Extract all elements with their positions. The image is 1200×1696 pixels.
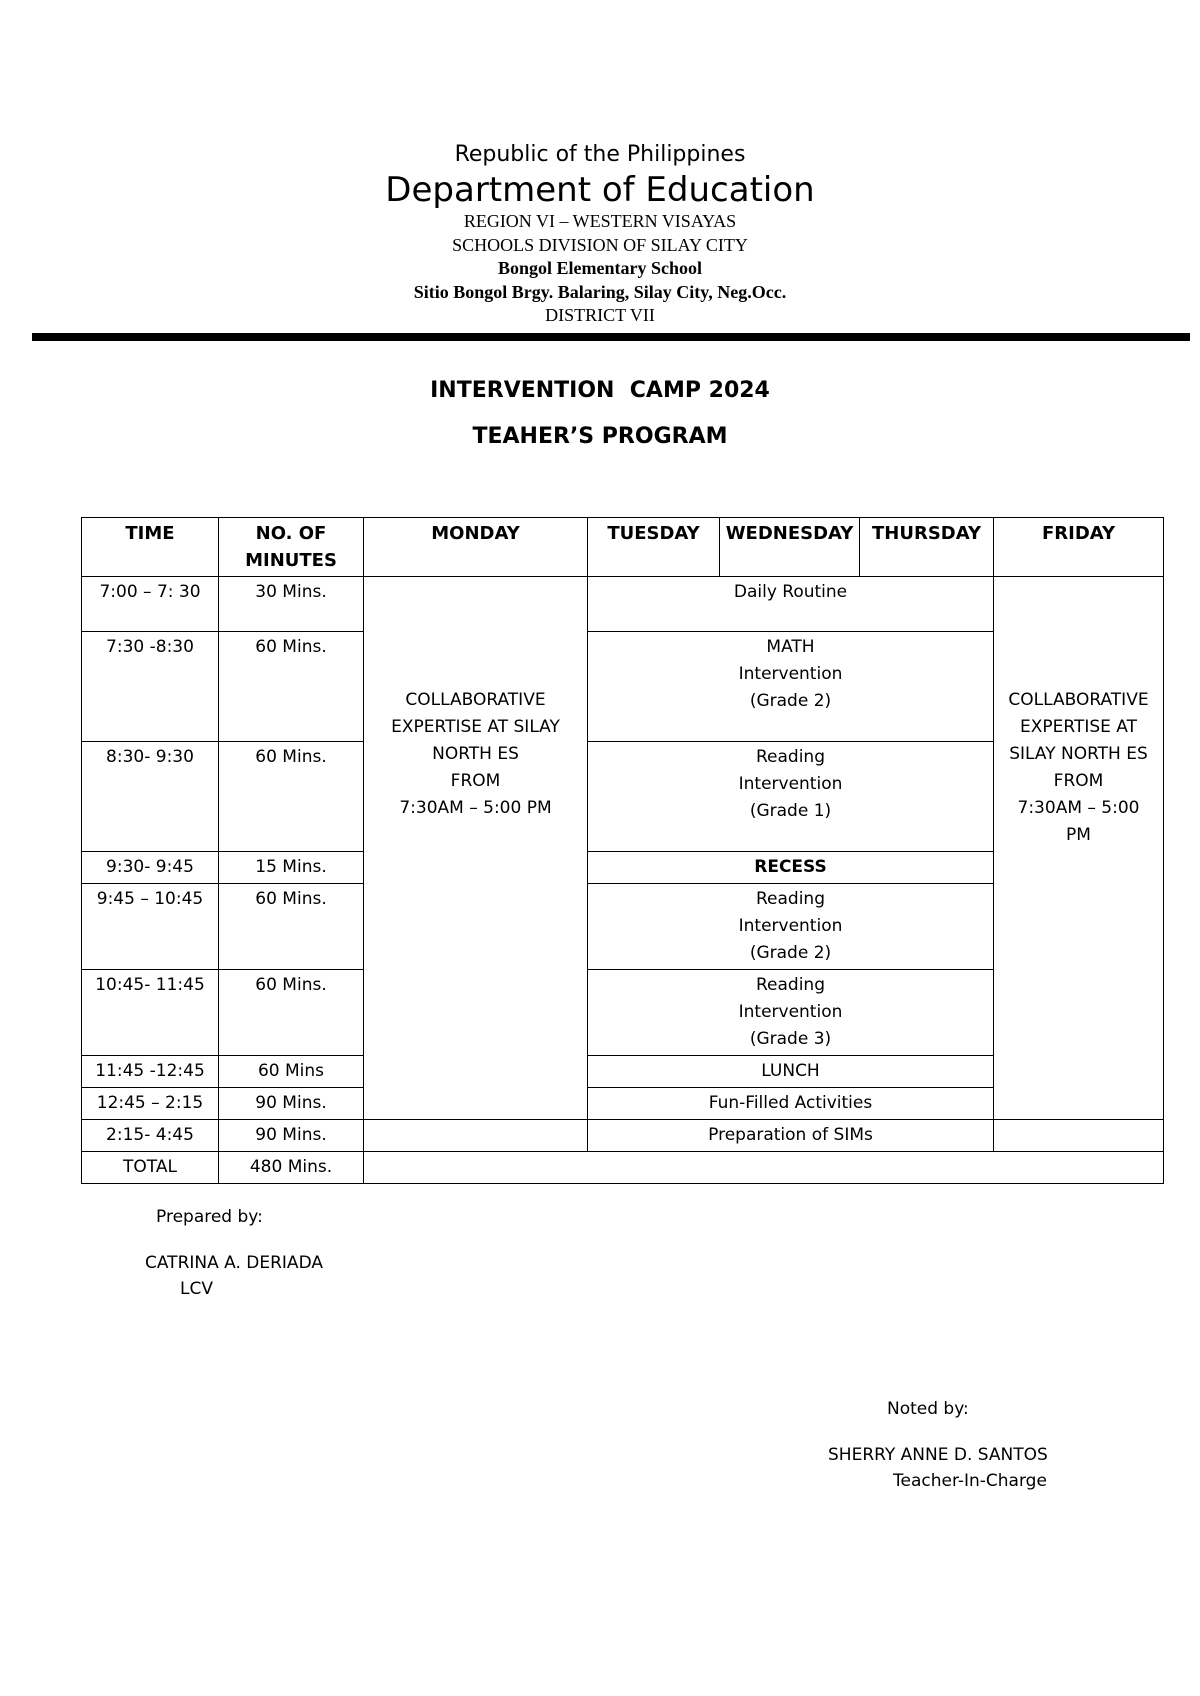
- total-label: TOTAL: [82, 1152, 219, 1184]
- time-cell: 7:30 -8:30: [82, 632, 219, 742]
- school-address: Sitio Bongol Brgy. Balaring, Silay City, Neg.Occ.: [413, 281, 787, 302]
- minutes-cell: 60 Mins.: [219, 632, 364, 742]
- document-subtitle: TEAHER’S PROGRAM: [472, 424, 728, 449]
- time-cell: 11:45 -12:45: [82, 1056, 219, 1088]
- department-line: Department of Education: [385, 170, 815, 210]
- time-cell: 9:30- 9:45: [82, 852, 219, 884]
- table-row: [82, 1120, 1164, 1152]
- total-minutes: 480 Mins.: [219, 1152, 364, 1184]
- document-title: INTERVENTION CAMP 2024: [430, 378, 770, 403]
- friday-empty-cell: [994, 1120, 1164, 1152]
- minutes-cell: 60 Mins.: [219, 742, 364, 852]
- region-line: REGION VI – WESTERN VISAYAS: [463, 211, 737, 231]
- republic-line: Republic of the Philippines: [454, 142, 746, 167]
- header-divider: [32, 333, 1190, 341]
- school-name: Bongol Elementary School: [497, 258, 702, 278]
- header-time: TIME: [82, 518, 219, 577]
- header-minutes: NO. OF MINUTES: [219, 518, 364, 577]
- time-cell: 8:30- 9:30: [82, 742, 219, 852]
- time-cell: 10:45- 11:45: [82, 970, 219, 1056]
- time-cell: 2:15- 4:45: [82, 1120, 219, 1152]
- minutes-cell: 60 Mins: [219, 1056, 364, 1088]
- header-thursday: THURSDAY: [860, 518, 994, 577]
- time-cell: 12:45 – 2:15: [82, 1088, 219, 1120]
- noted-by-name: SHERRY ANNE D. SANTOS: [828, 1445, 1048, 1465]
- minutes-cell: 90 Mins.: [219, 1088, 364, 1120]
- prepared-by-name: CATRINA A. DERIADA: [145, 1253, 323, 1273]
- activity-cell: Fun-Filled Activities: [588, 1088, 994, 1120]
- division-line: SCHOOLS DIVISION OF SILAY CITY: [452, 234, 748, 255]
- prepared-by-position: LCV: [180, 1279, 213, 1299]
- activity-cell: LUNCH: [588, 1056, 994, 1088]
- monday-cell: COLLABORATIVE EXPERTISE AT SILAY NORTH ES FROM 7:30AM – 5:00 PM: [364, 577, 588, 1120]
- minutes-cell: 60 Mins.: [219, 884, 364, 970]
- header-friday: FRIDAY: [994, 518, 1164, 577]
- activity-cell: Preparation of SIMs: [588, 1120, 994, 1152]
- friday-cell: COLLABORATIVE EXPERTISE AT SILAY NORTH ES FROM 7:30AM – 5:00 PM: [994, 577, 1164, 1120]
- activity-cell: Reading Intervention (Grade 3): [588, 970, 994, 1056]
- table-total-row: [82, 1152, 1164, 1184]
- table-header-row: [82, 518, 1164, 577]
- program-table: [81, 517, 1164, 1184]
- prepared-by-label: Prepared by:: [156, 1207, 263, 1227]
- minutes-cell: 60 Mins.: [219, 970, 364, 1056]
- minutes-cell: 15 Mins.: [219, 852, 364, 884]
- minutes-cell: 30 Mins.: [219, 577, 364, 632]
- activity-cell: Reading Intervention (Grade 1): [588, 742, 994, 852]
- activity-cell: RECESS: [588, 852, 994, 884]
- monday-empty-cell: [364, 1120, 588, 1152]
- time-cell: 7:00 – 7: 30: [82, 577, 219, 632]
- noted-by-label: Noted by:: [887, 1399, 969, 1419]
- district-line: DISTRICT VII: [545, 305, 655, 325]
- time-cell: 9:45 – 10:45: [82, 884, 219, 970]
- minutes-cell: 90 Mins.: [219, 1120, 364, 1152]
- header-monday: MONDAY: [364, 518, 588, 577]
- activity-cell: Daily Routine: [588, 577, 994, 632]
- activity-cell: MATH Intervention (Grade 2): [588, 632, 994, 742]
- total-empty-cell: [364, 1152, 1164, 1184]
- noted-by-position: Teacher-In-Charge: [893, 1471, 1047, 1491]
- header-tuesday: TUESDAY: [588, 518, 720, 577]
- table-row: [82, 577, 1164, 632]
- letterhead: [0, 140, 1200, 328]
- activity-cell: Reading Intervention (Grade 2): [588, 884, 994, 970]
- header-wednesday: WEDNESDAY: [720, 518, 860, 577]
